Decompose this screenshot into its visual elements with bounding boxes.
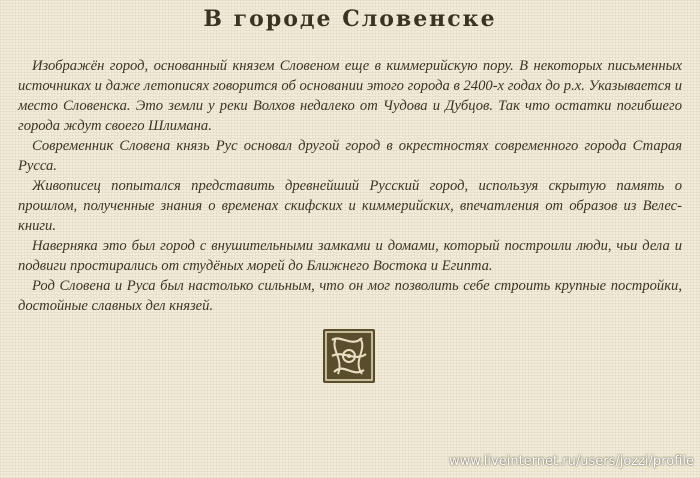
paragraph: Современник Словена князь Рус основал другой город в окрестностях современного города Старая Русса.: [18, 138, 682, 174]
celtic-knot-ornament-icon: [322, 328, 376, 384]
page-title: В городе Словенске: [203, 6, 497, 32]
source-link[interactable]: www.liveinternet.ru/users/jozzi/profile: [448, 454, 694, 469]
article-body: [18, 56, 682, 316]
paragraph: Наверняка это был город с внушительными замками и домами, который построили люди, чьи дела и подвиги простирались от студёных морей до Ближнего Востока и Египта.: [18, 238, 682, 274]
paragraph: Род Словена и Руса был настолько сильным, что он мог позволить себе строить крупные постройки, достойные славных дел князей.: [18, 278, 682, 314]
paragraph: Живописец попытался представить древнейший Русский город, используя скрытую память о прошлом, полученные знания о временах скифских и киммерийских, впечатления от образов из Велес-книги.: [18, 178, 682, 234]
paragraph: Изображён город, основанный князем Словеном еще в киммерийскую пору. В некоторых письменных источниках и даже летописях говорится об основании этого города в 2400-х годах до р.х. Указывается и место Словенска. Это земли у реки Волхов недалеко от Чудова и Дубцов. Так что остатки погибшего города ждут своего Шлимана.: [18, 58, 682, 134]
